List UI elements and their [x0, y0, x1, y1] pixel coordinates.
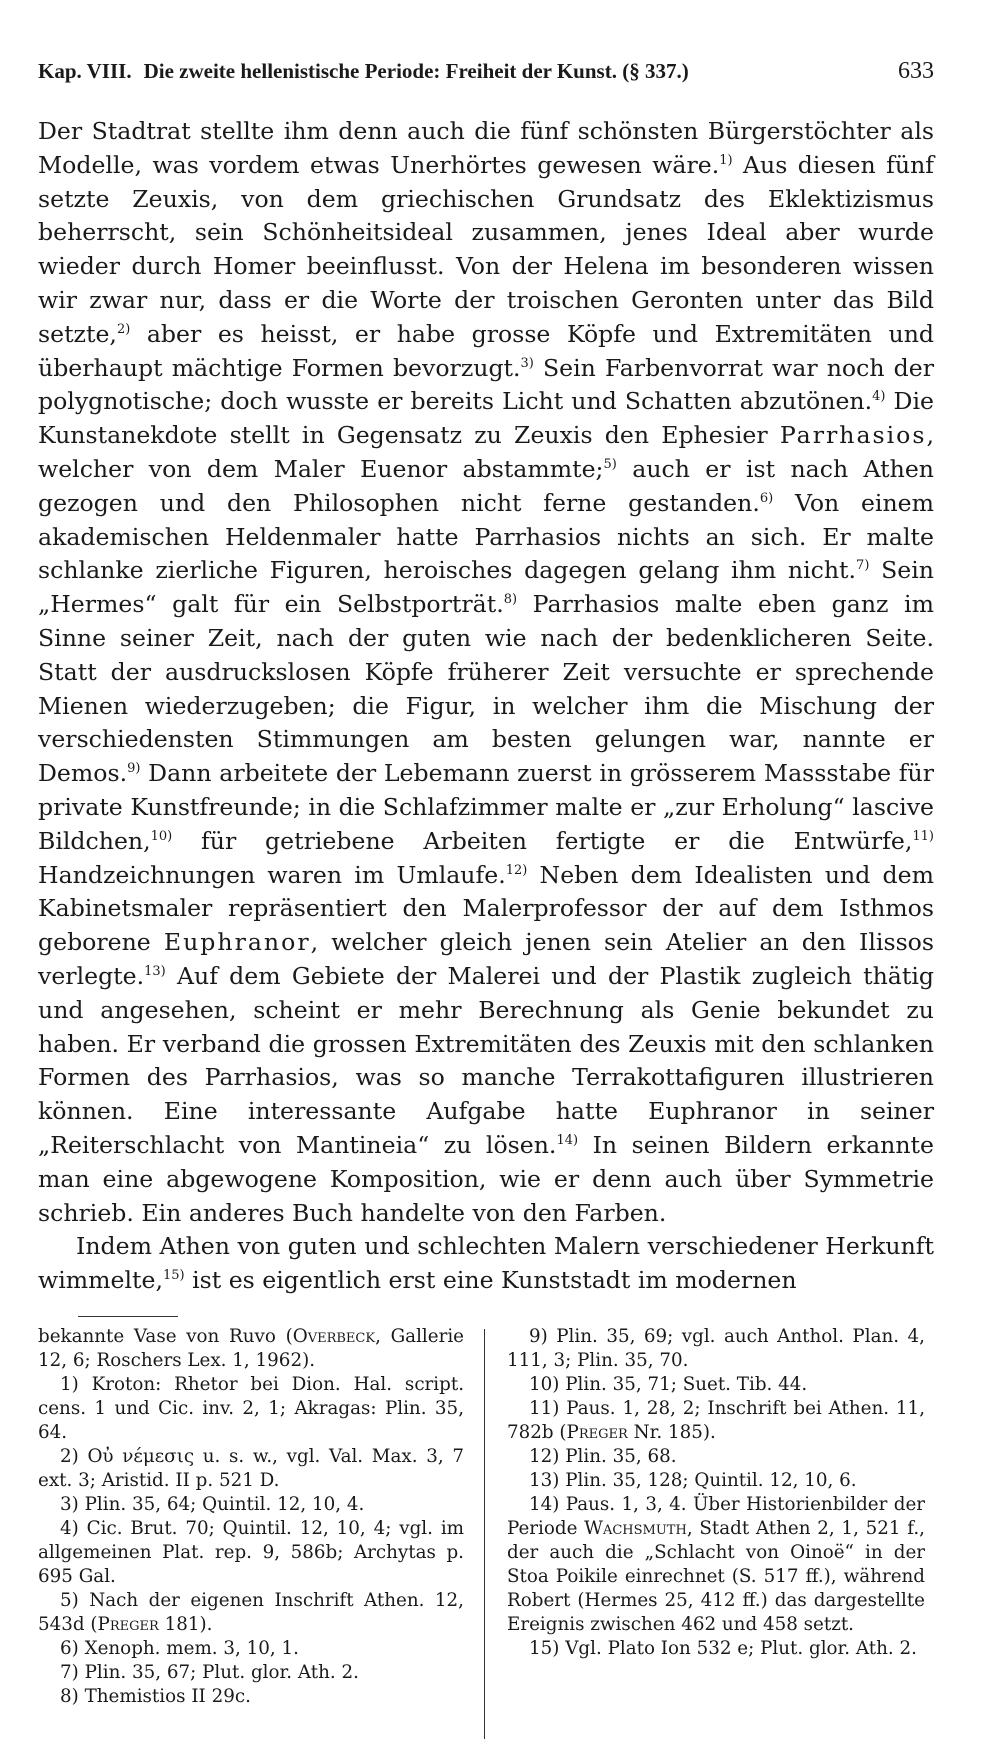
text-run: aber es heisst, er habe grosse Köpfe und Extremitäten und überhaupt mächtige Formen bevorzugt.	[38, 319, 934, 382]
text-run: auch er ist nach Athen gezogen und den Philosophen nicht ferne gestanden.	[38, 454, 934, 517]
footnote-6: 6) Xenoph. mem. 3, 10, 1.	[60, 1637, 299, 1659]
main-text	[38, 115, 934, 1298]
footnote-ref: 12)	[505, 862, 528, 878]
footnote-13: 13) Plin. 35, 128; Quintil. 12, 10, 6.	[529, 1469, 857, 1491]
spaced-name: Euphranor	[163, 928, 311, 957]
text-run: Sein Farbenvorrat war noch der polygnotische; doch wusste er bereits Licht und Schatten abzutönen.	[38, 353, 934, 416]
text-run: 181).	[158, 1613, 213, 1635]
footnote-separator	[78, 1316, 178, 1317]
text-run: Indem Athen von guten und schlechten Malern verschiedener Herkunft wimmelte,	[38, 1232, 934, 1295]
paragraph	[38, 1230, 934, 1298]
footnote-7: 7) Plin. 35, 67; Plut. glor. Ath. 2.	[60, 1661, 359, 1683]
footnote-3: 3) Plin. 35, 64; Quintil. 12, 10, 4.	[60, 1493, 365, 1515]
footnote-5	[38, 1589, 464, 1637]
page-number: 633	[898, 58, 934, 84]
text-run: In seinen Bildern erkannte man eine abgewogene Komposition, wie er denn auch über Symmetrie schrieb. Ein anderes Buch handelte von den Farben.	[38, 1130, 934, 1227]
text-run: , welcher gleich jenen sein Atelier an den Ilissos verlegte.	[38, 928, 934, 990]
spaced-name: Parrhasios	[779, 421, 927, 450]
footnote-14	[507, 1493, 925, 1637]
small-caps-name: Wachsmuth	[584, 1517, 687, 1539]
text-run: Neben dem Idealisten und dem Kabinetsmaler repräsentiert den Malerprofessor der auf dem Isthmos geborene	[38, 860, 935, 957]
footnote-2: 2) Οὐ νέμεσις u. s. w., vgl. Val. Max. 3, 7 ext. 3; Aristid. II p. 521 D.	[38, 1445, 464, 1491]
footnote-11	[507, 1397, 925, 1445]
text-run: Handzeichnungen waren im Umlaufe.	[38, 860, 506, 889]
text-run: Parrhasios malte eben ganz im Sinne seiner Zeit, nach der guten wie nach der bedenklicheren Seite. Statt der ausdruckslosen Köpfe früherer Zeit versuchte er sprechende Mienen wiederzugeben; die Figur, in welcher ihm die Mischung der verschiedensten Stimmungen am besten gelungen war, nannte er Demos.	[38, 590, 934, 788]
text-run: für getriebene Arbeiten fertigte er die Entwürfe,	[172, 826, 913, 855]
text-run: 14) Paus. 1, 3, 4. Über Historienbilder der Periode	[507, 1493, 925, 1539]
text-run: Dann arbeitete der Lebemann zuerst in grösserem Massstabe für private Kunstfreunde; in die Schlafzimmer malte er „zur Erholung“ lascive Bildchen,	[38, 759, 934, 855]
text-run: Aus diesen fünf setzte Zeuxis, von dem griechischen Grundsatz des Eklektizismus beherrscht, sein Schönheitsideal zusammen, jenes Ideal aber wurde wieder durch Homer beeinflusst. Von der Helena im besonderen wissen wir zwar nur, dass er die Worte der troischen Geronten unter das Bild setzte,	[38, 150, 934, 348]
footnote-1: 1) Kroton: Rhetor bei Dion. Hal. script. cens. 1 und Cic. inv. 2, 1; Akragas: Plin. 35, 64.	[38, 1373, 464, 1443]
footnote-ref: 14)	[556, 1133, 579, 1149]
footnote-ref: 3)	[520, 355, 534, 371]
text-run: , Stadt Athen 2, 1, 521 f., der auch die „Schlacht von Oinoë“ in der Stoa Poikile einrechnet (S. 517 ff.), während Robert (Hermes 25, 412 ff.) das dargestellte Ereignis zwischen 462 und 458 setzt.	[507, 1517, 925, 1635]
text-run: Der Stadtrat stellte ihm denn auch die fünf schönsten Bürgerstöchter als Modelle, was vordem etwas Unerhörtes gewesen wäre.	[38, 117, 934, 179]
small-caps-name: Preger	[97, 1613, 159, 1635]
footnote-4: 4) Cic. Brut. 70; Quintil. 12, 10, 4; vgl. im allgemeinen Plat. rep. 9, 586b; Archytas p. 695 Gal.	[38, 1517, 464, 1587]
footnote-ref: 10)	[150, 828, 173, 844]
footnote-continuation	[38, 1325, 464, 1373]
text-run: 5) Nach der eigenen Inschrift Athen. 12, 543d (	[38, 1589, 464, 1635]
footnote-column-left	[38, 1325, 484, 1739]
text-run: Auf dem Gebiete der Malerei und der Plastik zugleich thätig und angesehen, scheint er mehr Berechnung als Genie bekundet zu haben. Er verband die grossen Extremitäten des Zeuxis mit den schlanken Formen des Parrhasios, was so manche Terrakottafiguren illustrieren können. Eine interessante Aufgabe hatte Euphranor in seiner „Reiterschlacht von Mantineia“ zu lösen.	[38, 961, 934, 1159]
footnote-ref: 8)	[503, 592, 518, 608]
footnote-8: 8) Themistios II 29c.	[60, 1685, 251, 1707]
text-run: Sein „Hermes“ galt für ein Selbstporträt.	[38, 556, 934, 619]
chapter-label: Kap. VIII.	[38, 59, 132, 83]
footnote-ref: 4)	[872, 389, 886, 405]
footnote-ref: 5)	[603, 457, 617, 473]
footnote-15: 15) Vgl. Plato Ion 532 e; Plut. glor. Ath. 2.	[529, 1637, 917, 1659]
small-caps-name: Preger	[566, 1421, 628, 1443]
footnote-ref: 1)	[719, 152, 733, 168]
footnote-ref: 6)	[759, 490, 774, 506]
running-header	[38, 58, 934, 85]
text-run: Nr. 185).	[627, 1421, 716, 1443]
paragraph	[38, 115, 934, 1230]
text-run: ist es eigentlich erst eine Kunststadt im modernen	[184, 1266, 797, 1295]
footnote-ref: 13)	[144, 964, 166, 980]
text-run: , welcher von dem Maler Euenor abstammte;	[38, 421, 934, 483]
footnote-ref: 15)	[162, 1268, 185, 1284]
text-run: 11) Paus. 1, 28, 2; Inschrift bei Athen. 11, 782b (	[507, 1397, 925, 1443]
footnote-9: 9) Plin. 35, 69; vgl. auch Anthol. Plan. 4, 111, 3; Plin. 35, 70.	[507, 1325, 925, 1371]
footnote-10: 10) Plin. 35, 71; Suet. Tib. 44.	[529, 1373, 808, 1395]
text-run: , Gallerie 12, 6; Roschers Lex. 1, 1962).	[38, 1325, 464, 1371]
footnote-ref: 9)	[127, 761, 141, 777]
footnote-12: 12) Plin. 35, 68.	[529, 1445, 677, 1467]
text-run: bekannte Vase von Ruvo (	[38, 1325, 293, 1347]
footnote-ref: 11)	[912, 828, 934, 844]
header-title: Die zweite hellenistische Periode: Freiheit der Kunst. (§ 337.)	[143, 59, 689, 83]
small-caps-name: Overbeck	[292, 1325, 376, 1347]
text-run: Von einem akademischen Heldenmaler hatte Parrhasios nichts an sich. Er malte schlanke zierliche Figuren, heroisches dagegen gelang ihm nicht.	[38, 488, 935, 585]
footnote-ref: 7)	[856, 558, 870, 574]
footnote-ref: 2)	[116, 321, 131, 337]
footnote-column-right	[485, 1325, 925, 1739]
footnotes	[38, 1325, 934, 1739]
text-run: Die Kunstanekdote stellt in Gegensatz zu Zeuxis den Ephesier	[38, 387, 934, 450]
